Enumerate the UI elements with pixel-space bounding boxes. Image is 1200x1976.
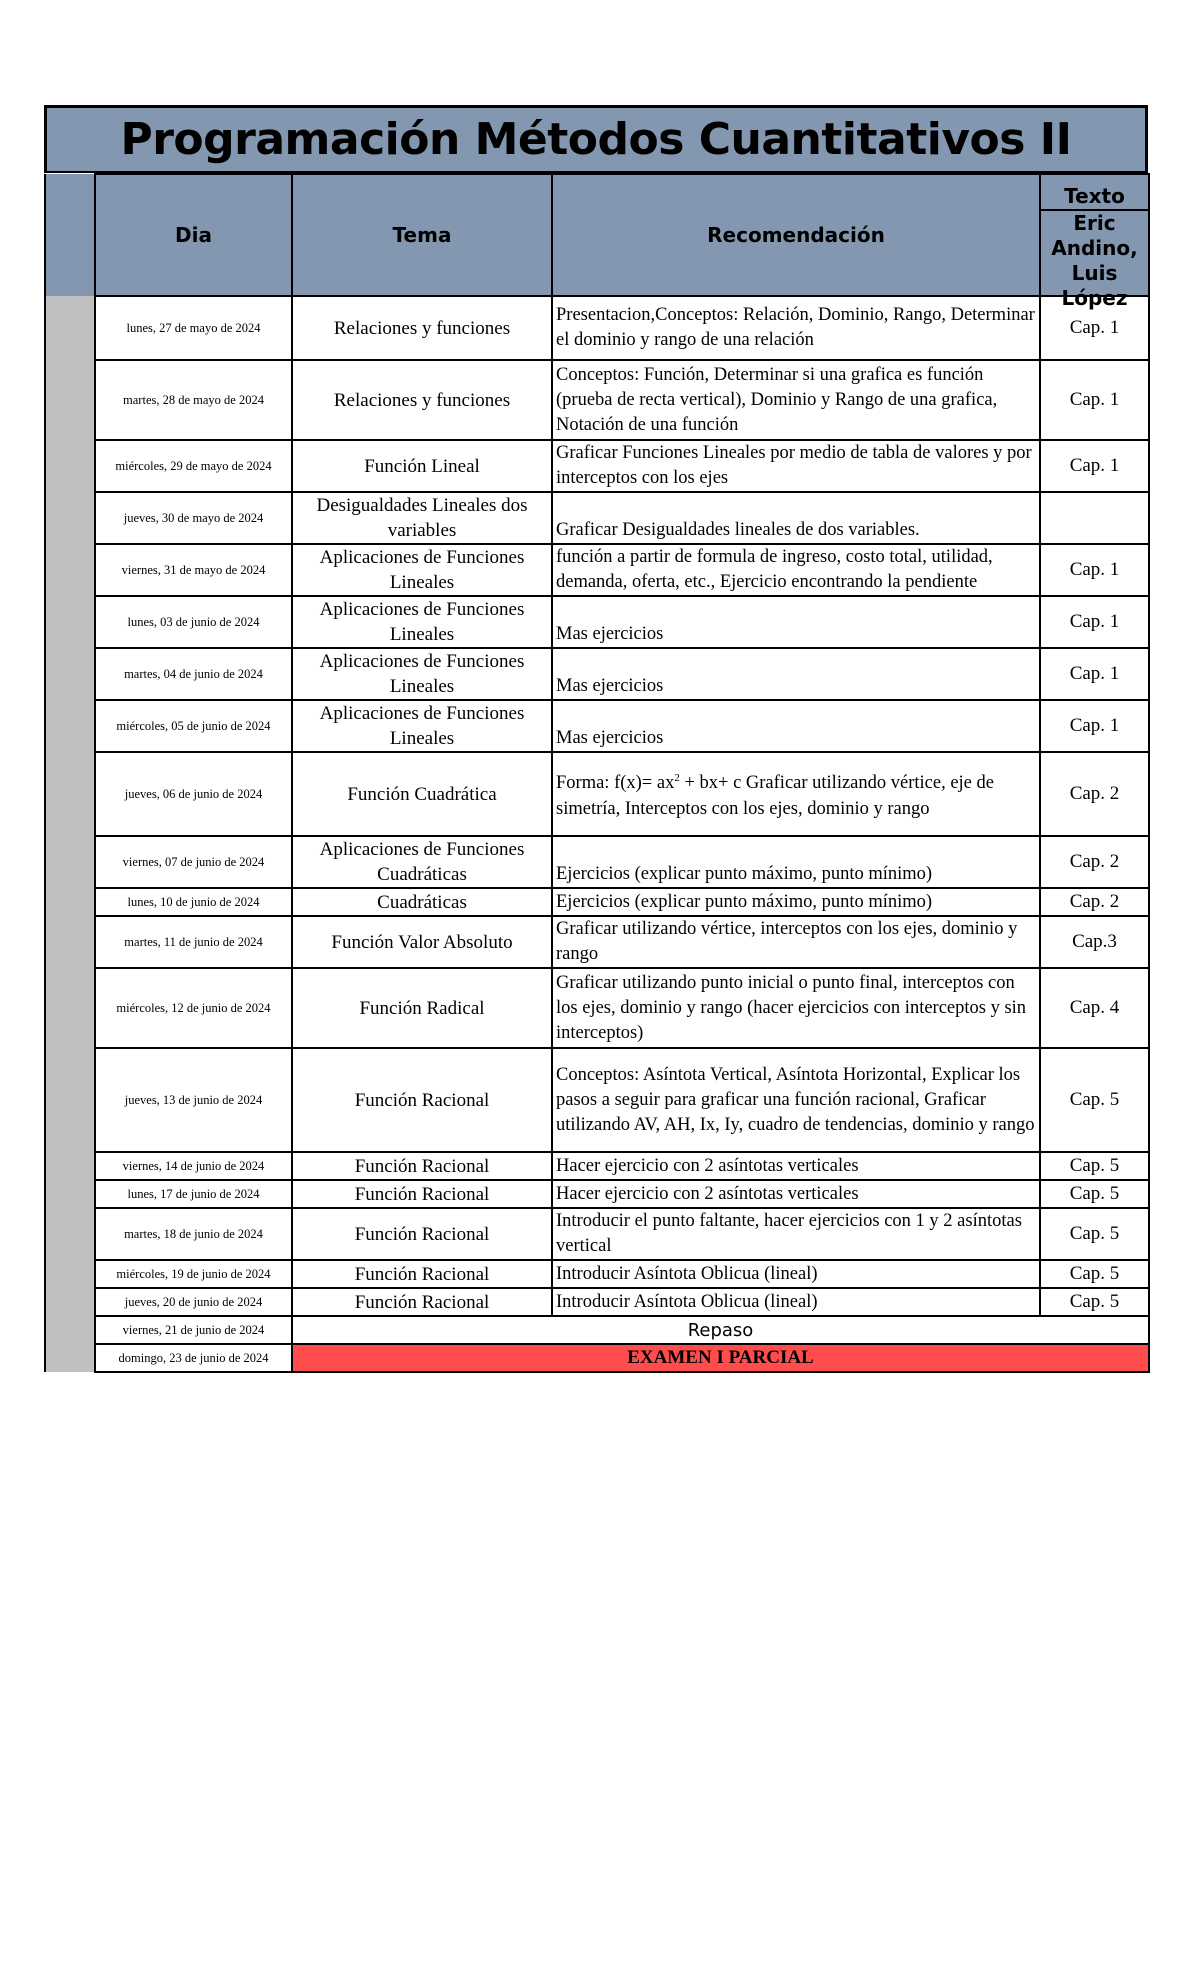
table-row [45,700,1149,752]
table-row [45,596,1149,648]
cell-texto: Cap. 1 [1040,700,1149,752]
table-row [45,440,1149,492]
cell-recomendacion: Graficar utilizando punto inicial o punto final, interceptos con los ejes, dominio y rango (hacer ejercicios con interceptos y sin interceptos) [552,968,1040,1048]
row-gutter [45,544,95,596]
cell-recomendacion [552,752,1040,836]
header-texto-label: Texto [1041,184,1148,211]
cell-tema: Función Lineal [292,440,552,492]
cell-texto: Cap. 5 [1040,1288,1149,1316]
cell-dia: domingo, 23 de junio de 2024 [95,1344,292,1372]
cell-dia: viernes, 21 de junio de 2024 [95,1316,292,1344]
cell-recomendacion: Mas ejercicios [552,648,1040,700]
cell-dia: viernes, 14 de junio de 2024 [95,1152,292,1180]
header-row [45,174,1149,296]
cell-dia: miércoles, 29 de mayo de 2024 [95,440,292,492]
schedule-table [44,173,1150,1373]
cell-recomendacion: Hacer ejercicio con 2 asíntotas verticales [552,1152,1040,1180]
cell-tema: Función Racional [292,1260,552,1288]
row-gutter [45,1048,95,1152]
row-gutter [45,752,95,836]
table-row [45,1260,1149,1288]
cell-tema: Función Racional [292,1048,552,1152]
table-row [45,916,1149,968]
schedule-sheet [44,105,1148,1373]
cell-texto: Cap. 2 [1040,888,1149,916]
table-row [45,1344,1149,1372]
table-row [45,296,1149,360]
cell-dia: martes, 11 de junio de 2024 [95,916,292,968]
cell-recomendacion: Hacer ejercicio con 2 asíntotas verticales [552,1180,1040,1208]
row-gutter [45,296,95,360]
cell-tema: Cuadráticas [292,888,552,916]
cell-recomendacion: Graficar Desigualdades lineales de dos variables. [552,492,1040,544]
cell-recomendacion: Ejercicios (explicar punto máximo, punto mínimo) [552,836,1040,888]
cell-tema: Función Racional [292,1288,552,1316]
cell-recomendacion: Introducir el punto faltante, hacer ejercicios con 1 y 2 asíntotas vertical [552,1208,1040,1260]
table-row [45,836,1149,888]
cell-recomendacion: Conceptos: Función, Determinar si una grafica es función (prueba de recta vertical), Dominio y Rango de una grafica, Notación de una función [552,360,1040,440]
cell-dia: martes, 28 de mayo de 2024 [95,360,292,440]
table-row [45,1180,1149,1208]
table-row [45,1152,1149,1180]
cell-texto [1040,492,1149,544]
cell-tema: Función Valor Absoluto [292,916,552,968]
row-gutter [45,492,95,544]
cell-exam: EXAMEN I PARCIAL [292,1344,1149,1372]
cell-dia: jueves, 30 de mayo de 2024 [95,492,292,544]
cell-dia: jueves, 20 de junio de 2024 [95,1288,292,1316]
row-gutter [45,1152,95,1180]
cell-recomendacion: Introducir Asíntota Oblicua (lineal) [552,1260,1040,1288]
table-row [45,888,1149,916]
rec-part-a: Forma: f(x)= ax [556,773,675,794]
cell-dia: viernes, 07 de junio de 2024 [95,836,292,888]
cell-texto: Cap. 5 [1040,1260,1149,1288]
cell-texto: Cap. 4 [1040,968,1149,1048]
header-recomendacion: Recomendación [552,174,1040,296]
cell-dia: martes, 04 de junio de 2024 [95,648,292,700]
cell-tema: Función Racional [292,1180,552,1208]
cell-texto: Cap. 1 [1040,440,1149,492]
header-texto-author2: Andino, [1051,236,1138,260]
table-row [45,492,1149,544]
cell-texto: Cap. 1 [1040,296,1149,360]
row-gutter [45,1180,95,1208]
cell-tema: Relaciones y funciones [292,360,552,440]
cell-dia: viernes, 31 de mayo de 2024 [95,544,292,596]
cell-recomendacion: Mas ejercicios [552,700,1040,752]
row-gutter [45,440,95,492]
row-gutter [45,968,95,1048]
row-gutter [45,648,95,700]
cell-dia: miércoles, 12 de junio de 2024 [95,968,292,1048]
cell-recomendacion: función a partir de formula de ingreso, costo total, utilidad, demanda, oferta, etc., Ejercicio encontrando la pendiente [552,544,1040,596]
cell-tema: Aplicaciones de Funciones Lineales [292,700,552,752]
cell-recomendacion: Introducir Asíntota Oblicua (lineal) [552,1288,1040,1316]
table-row [45,648,1149,700]
cell-tema: Aplicaciones de Funciones Lineales [292,648,552,700]
row-gutter [45,1344,95,1372]
cell-tema: Desigualdades Lineales dos variables [292,492,552,544]
cell-recomendacion: Conceptos: Asíntota Vertical, Asíntota Horizontal, Explicar los pasos a seguir para graficar una función racional, Graficar utilizando AV, AH, Ix, Iy, cuadro de tendencias, dominio y rango [552,1048,1040,1152]
cell-dia: lunes, 10 de junio de 2024 [95,888,292,916]
cell-recomendacion: Presentacion,Conceptos: Relación, Dominio, Rango, Determinar el dominio y rango de una relación [552,296,1040,360]
row-gutter [45,360,95,440]
cell-recomendacion: Graficar utilizando vértice, interceptos con los ejes, dominio y rango [552,916,1040,968]
title-bar [44,105,1148,173]
cell-dia: jueves, 13 de junio de 2024 [95,1048,292,1152]
cell-tema: Aplicaciones de Funciones Lineales [292,544,552,596]
rec-superscript: 2 [674,772,680,785]
cell-tema: Función Racional [292,1152,552,1180]
header-texto-author1: Eric [1073,211,1116,235]
cell-tema: Función Cuadrática [292,752,552,836]
cell-tema: Aplicaciones de Funciones Cuadráticas [292,836,552,888]
table-row [45,1208,1149,1260]
rec-part-b: + bx+ c Graficar utilizando vértice, eje de simetría, Interceptos con los ejes, dominio y rango [556,773,994,819]
header-texto [1040,174,1149,310]
header-dia: Dia [95,174,292,296]
row-gutter [45,596,95,648]
cell-dia: lunes, 03 de junio de 2024 [95,596,292,648]
cell-dia: lunes, 27 de mayo de 2024 [95,296,292,360]
cell-dia: jueves, 06 de junio de 2024 [95,752,292,836]
cell-texto: Cap. 5 [1040,1048,1149,1152]
cell-recomendacion: Ejercicios (explicar punto máximo, punto mínimo) [552,888,1040,916]
cell-tema: Función Racional [292,1208,552,1260]
table-row [45,360,1149,440]
cell-texto: Cap. 5 [1040,1152,1149,1180]
cell-recomendacion: Graficar Funciones Lineales por medio de tabla de valores y por interceptos con los ejes [552,440,1040,492]
table-row [45,968,1149,1048]
table-row [45,1048,1149,1152]
table-row [45,1288,1149,1316]
row-gutter [45,1288,95,1316]
cell-tema: Función Radical [292,968,552,1048]
row-gutter [45,888,95,916]
cell-recomendacion: Mas ejercicios [552,596,1040,648]
cell-texto: Cap. 1 [1040,544,1149,596]
cell-texto: Cap. 5 [1040,1180,1149,1208]
cell-dia: miércoles, 05 de junio de 2024 [95,700,292,752]
cell-texto: Cap.3 [1040,916,1149,968]
cell-tema: Aplicaciones de Funciones Lineales [292,596,552,648]
cell-texto: Cap. 5 [1040,1208,1149,1260]
header-tema: Tema [292,174,552,296]
cell-dia: martes, 18 de junio de 2024 [95,1208,292,1260]
table-row [45,752,1149,836]
schedule-body [45,296,1149,1372]
table-row [45,1316,1149,1344]
table-row [45,544,1149,596]
cell-dia: lunes, 17 de junio de 2024 [95,1180,292,1208]
cell-texto: Cap. 1 [1040,648,1149,700]
page-title: Programación Métodos Cuantitativos II [120,114,1072,165]
cell-dia: miércoles, 19 de junio de 2024 [95,1260,292,1288]
row-gutter [45,1208,95,1260]
header-gutter [45,174,95,296]
cell-tema: Relaciones y funciones [292,296,552,360]
row-gutter [45,836,95,888]
row-gutter [45,916,95,968]
row-gutter [45,1260,95,1288]
cell-repaso: Repaso [292,1316,1149,1344]
cell-texto: Cap. 2 [1040,836,1149,888]
row-gutter [45,700,95,752]
cell-texto: Cap. 2 [1040,752,1149,836]
header-texto-author3: Luis López [1061,261,1128,310]
cell-texto: Cap. 1 [1040,596,1149,648]
cell-texto: Cap. 1 [1040,360,1149,440]
row-gutter [45,1316,95,1344]
